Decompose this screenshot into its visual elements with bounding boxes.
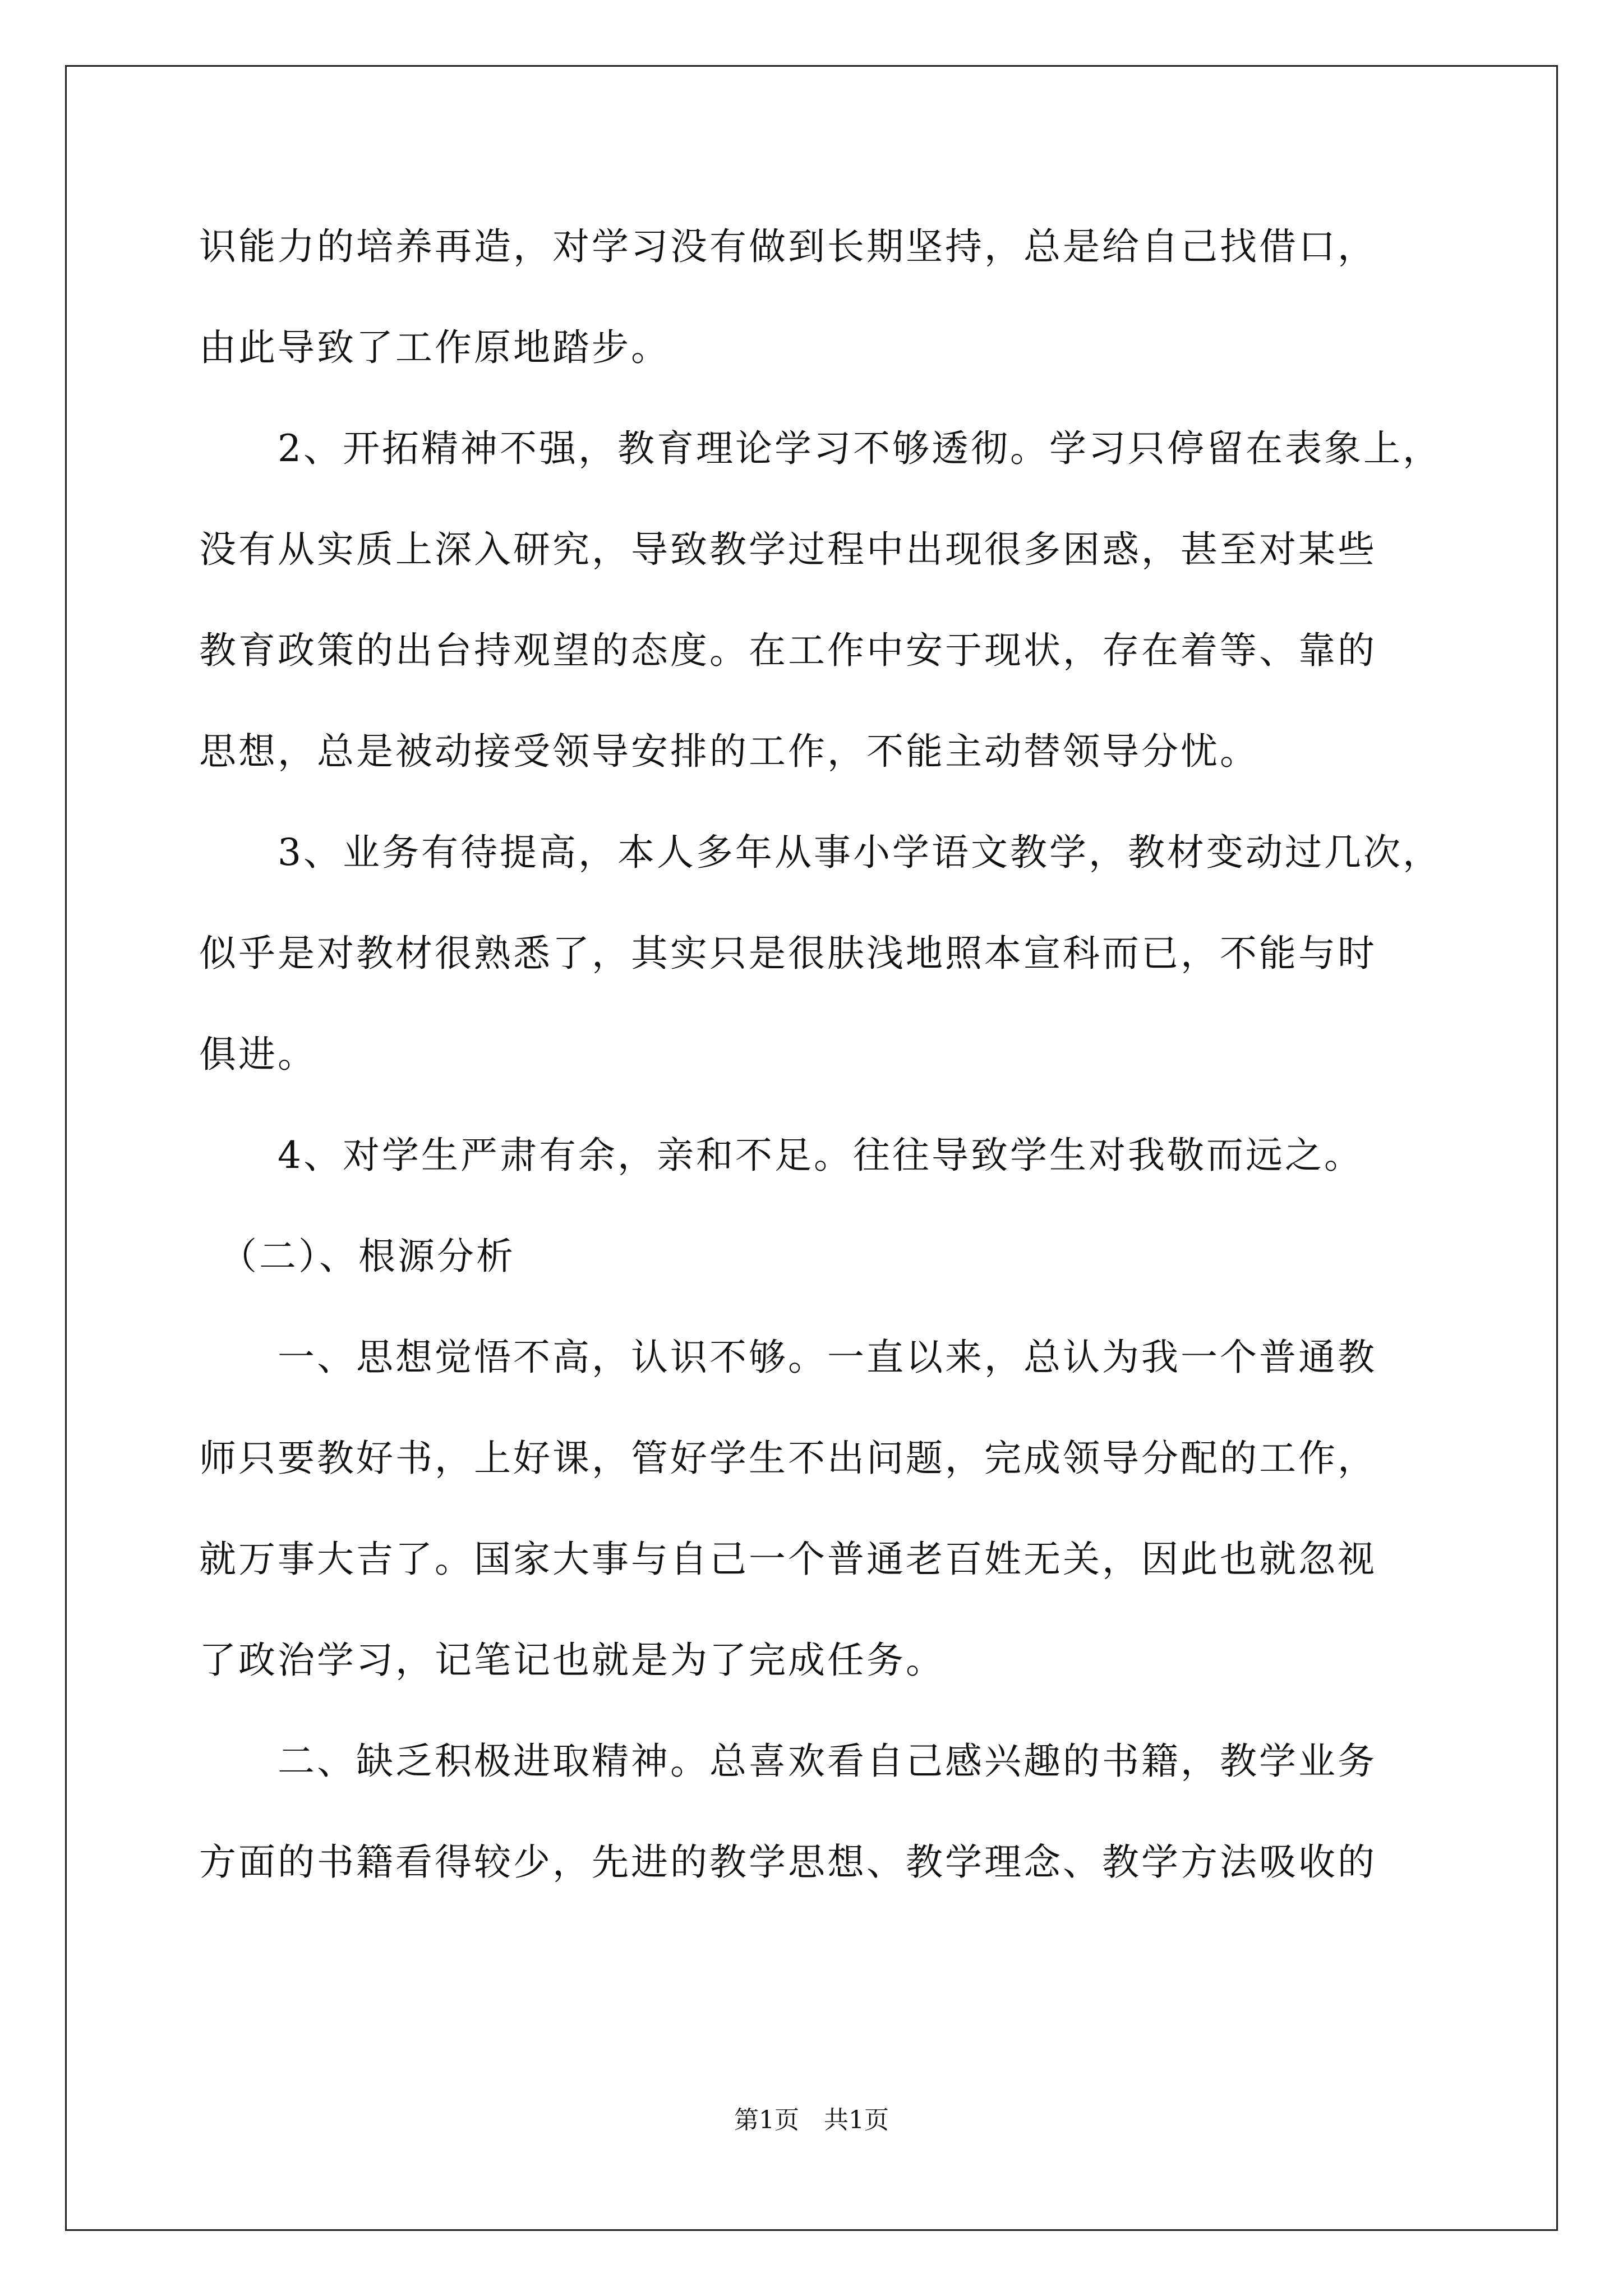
text-line: 就万事大吉了。国家大事与自己一个普通老百姓无关，因此也就忽视 [199, 1538, 1377, 1581]
text-line: 识能力的培养再造，对学习没有做到长期坚持，总是给自己找借口， [199, 225, 1377, 268]
text-line: 思想，总是被动接受领导安排的工作，不能主动替领导分忧。 [199, 730, 1259, 773]
text-line: 二、缺乏积极进取精神。总喜欢看自己感兴趣的书籍，教学业务 [199, 1740, 1377, 1783]
page-footer: 第1页 共1页 [734, 2106, 889, 2134]
text-line: 俱进。 [199, 1033, 317, 1076]
text-line: 了政治学习，记笔记也就是为了完成任务。 [199, 1639, 945, 1682]
text-line: 方面的书籍看得较少，先进的教学思想、教学理念、教学方法吸收的 [199, 1841, 1377, 1884]
text-line: 教育政策的出台持观望的态度。在工作中安于现状，存在着等、靠的 [199, 629, 1377, 672]
text-line: 4、对学生严肃有余，亲和不足。往往导致学生对我敬而远之。 [199, 1134, 1363, 1177]
text-line: 没有从实质上深入研究，导致教学过程中出现很多困惑，甚至对某些 [199, 528, 1377, 571]
text-line: 由此导致了工作原地踏步。 [199, 326, 670, 369]
text-line: 一、思想觉悟不高，认识不够。一直以来，总认为我一个普通教 [199, 1336, 1377, 1379]
section-heading: （二）、根源分析 [199, 1235, 515, 1278]
text-line: 似乎是对教材很熟悉了，其实只是很肤浅地照本宣科而已，不能与时 [199, 932, 1377, 975]
text-line: 师只要教好书，上好课，管好学生不出问题，完成领导分配的工作， [199, 1437, 1377, 1480]
text-line: 2、开拓精神不强，教育理论学习不够透彻。学习只停留在表象上， [199, 427, 1442, 470]
text-line: 3、业务有待提高，本人多年从事小学语文教学，教材变动过几次， [199, 831, 1442, 874]
